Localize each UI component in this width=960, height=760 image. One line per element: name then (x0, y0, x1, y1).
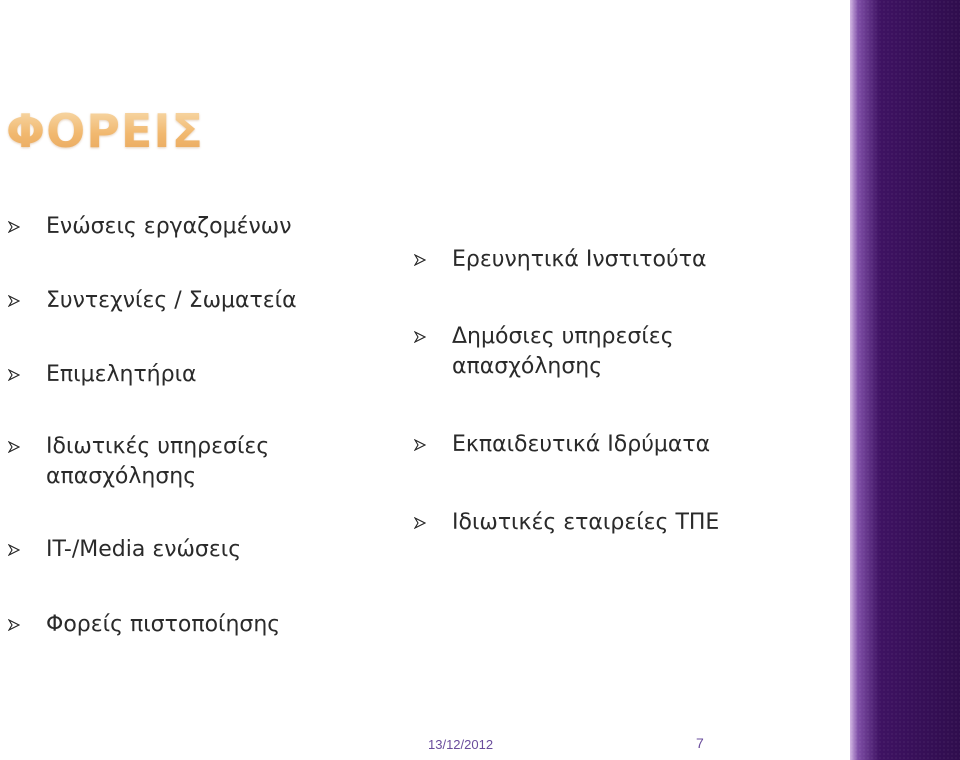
list-item-text: απασχόλησης (452, 354, 603, 379)
list-item (414, 508, 852, 538)
list-item-text: Συντεχνίες / Σωματεία (46, 288, 297, 313)
list-item (8, 432, 426, 492)
footer-date: 13/12/2012 (428, 737, 494, 752)
page-number: 7 (696, 735, 704, 751)
list-item (8, 212, 426, 242)
list-item-text: Επιμελητήρια (46, 362, 197, 387)
arrowhead-bullet-icon (8, 295, 20, 307)
arrowhead-bullet-icon (414, 254, 426, 266)
list-item-text: Ιδιωτικές εταιρείες ΤΠΕ (452, 510, 720, 535)
list-item (8, 610, 426, 640)
arrowhead-bullet-icon (8, 441, 20, 453)
list-item-text: IT-/Media ενώσεις (46, 537, 242, 562)
list-item (8, 286, 426, 316)
arrowhead-bullet-icon (8, 369, 20, 381)
list-item (414, 245, 852, 275)
arrowhead-bullet-icon (414, 439, 426, 451)
list-item-text: Εκπαιδευτικά Ιδρύματα (452, 432, 711, 457)
list-item (414, 322, 852, 382)
list-item-text: Ιδιωτικές υπηρεσίες (46, 434, 270, 459)
arrowhead-bullet-icon (414, 517, 426, 529)
list-item (8, 535, 426, 565)
list-item (8, 360, 426, 390)
list-item-text: Φορείς πιστοποίησης (46, 612, 281, 637)
slide-title: ΦΟΡΕΙΣ (6, 104, 204, 158)
arrowhead-bullet-icon (414, 331, 426, 343)
list-item-text: Ενώσεις εργαζομένων (46, 214, 292, 239)
arrowhead-bullet-icon (8, 619, 20, 631)
decorative-side-bar (850, 0, 960, 760)
list-item-text: Δημόσιες υπηρεσίες (452, 324, 674, 349)
list-item-text: Ερευνητικά Ινστιτούτα (452, 247, 707, 272)
list-item (414, 430, 852, 460)
list-item-text: απασχόλησης (46, 464, 197, 489)
arrowhead-bullet-icon (8, 221, 20, 233)
arrowhead-bullet-icon (8, 544, 20, 556)
